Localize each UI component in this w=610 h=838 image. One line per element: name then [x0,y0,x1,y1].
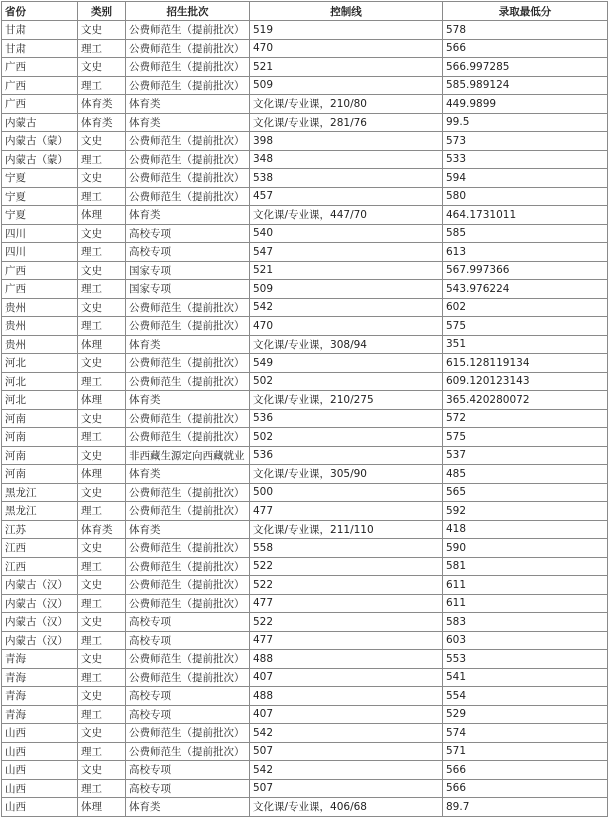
table-row [2,668,608,687]
table-row [2,261,608,280]
cell-category: 文史 [78,724,126,743]
cell-control-line: 457 [250,187,443,206]
table-row [2,372,608,391]
table-row [2,280,608,299]
cell-min-score: 365.420280072 [443,391,608,410]
cell-control-line: 536 [250,409,443,428]
cell-min-score: 566 [443,761,608,780]
cell-control-line: 507 [250,779,443,798]
cell-province: 广西 [2,280,78,299]
header-row [2,2,608,21]
cell-min-score: 575 [443,428,608,447]
cell-batch: 高校专项 [126,243,250,262]
table-row [2,502,608,521]
cell-control-line: 文化课/专业课，305/90 [250,465,443,484]
cell-batch: 公费师范生（提前批次） [126,354,250,373]
table-row [2,298,608,317]
cell-category: 文史 [78,446,126,465]
cell-category: 文史 [78,354,126,373]
cell-batch: 公费师范生（提前批次） [126,742,250,761]
cell-control-line: 522 [250,576,443,595]
cell-province: 青海 [2,705,78,724]
cell-min-score: 485 [443,465,608,484]
cell-min-score: 351 [443,335,608,354]
cell-batch: 公费师范生（提前批次） [126,502,250,521]
cell-control-line: 522 [250,613,443,632]
cell-category: 文史 [78,539,126,558]
table-row [2,317,608,336]
cell-control-line: 542 [250,761,443,780]
header-min-score: 录取最低分 [443,2,608,21]
cell-province: 内蒙古（蒙） [2,132,78,151]
cell-province: 贵州 [2,298,78,317]
cell-batch: 公费师范生（提前批次） [126,169,250,188]
cell-category: 理工 [78,187,126,206]
table-row [2,779,608,798]
cell-min-score: 566.997285 [443,58,608,77]
cell-batch: 国家专项 [126,280,250,299]
cell-control-line: 文化课/专业课，210/80 [250,95,443,114]
cell-batch: 体育类 [126,798,250,817]
cell-province: 青海 [2,668,78,687]
cell-batch: 公费师范生（提前批次） [126,150,250,169]
cell-province: 广西 [2,76,78,95]
cell-min-score: 573 [443,132,608,151]
cell-control-line: 文化课/专业课，211/110 [250,520,443,539]
cell-control-line: 521 [250,261,443,280]
cell-province: 贵州 [2,335,78,354]
cell-province: 山西 [2,779,78,798]
cell-batch: 公费师范生（提前批次） [126,58,250,77]
cell-min-score: 609.120123143 [443,372,608,391]
cell-control-line: 522 [250,557,443,576]
cell-batch: 体育类 [126,95,250,114]
cell-min-score: 533 [443,150,608,169]
cell-control-line: 507 [250,742,443,761]
cell-category: 文史 [78,687,126,706]
cell-control-line: 477 [250,631,443,650]
table-row [2,58,608,77]
table-row [2,761,608,780]
cell-category: 理工 [78,779,126,798]
cell-min-score: 613 [443,243,608,262]
cell-min-score: 553 [443,650,608,669]
cell-province: 宁夏 [2,169,78,188]
cell-province: 河南 [2,465,78,484]
cell-category: 理工 [78,594,126,613]
cell-control-line: 470 [250,317,443,336]
cell-control-line: 文化课/专业课，406/68 [250,798,443,817]
cell-control-line: 558 [250,539,443,558]
table-row [2,705,608,724]
table-row [2,428,608,447]
cell-category: 理工 [78,150,126,169]
cell-batch: 公费师范生（提前批次） [126,187,250,206]
cell-batch: 公费师范生（提前批次） [126,317,250,336]
cell-province: 甘肃 [2,21,78,40]
cell-control-line: 536 [250,446,443,465]
cell-min-score: 99.5 [443,113,608,132]
cell-province: 河南 [2,428,78,447]
cell-batch: 公费师范生（提前批次） [126,557,250,576]
cell-category: 文史 [78,169,126,188]
cell-min-score: 572 [443,409,608,428]
header-batch: 招生批次 [126,2,250,21]
table-row [2,576,608,595]
cell-control-line: 549 [250,354,443,373]
cell-category: 体育类 [78,113,126,132]
header-control-line: 控制线 [250,2,443,21]
cell-province: 青海 [2,650,78,669]
cell-control-line: 348 [250,150,443,169]
cell-category: 文史 [78,261,126,280]
cell-province: 甘肃 [2,39,78,58]
cell-category: 文史 [78,409,126,428]
cell-batch: 公费师范生（提前批次） [126,724,250,743]
cell-control-line: 488 [250,687,443,706]
cell-category: 理工 [78,317,126,336]
cell-province: 江苏 [2,520,78,539]
table-row [2,539,608,558]
cell-min-score: 594 [443,169,608,188]
cell-control-line: 文化课/专业课，447/70 [250,206,443,225]
header-province: 省份 [2,2,78,21]
cell-batch: 高校专项 [126,761,250,780]
cell-batch: 公费师范生（提前批次） [126,21,250,40]
cell-batch: 公费师范生（提前批次） [126,298,250,317]
cell-category: 理工 [78,705,126,724]
cell-province: 四川 [2,224,78,243]
table-body [2,21,608,817]
cell-province: 广西 [2,261,78,280]
cell-control-line: 文化课/专业课，210/275 [250,391,443,410]
cell-control-line: 509 [250,280,443,299]
cell-province: 山西 [2,724,78,743]
table-row [2,21,608,40]
cell-min-score: 603 [443,631,608,650]
cell-province: 山西 [2,742,78,761]
table-row [2,613,608,632]
table-row [2,409,608,428]
table-row [2,354,608,373]
cell-batch: 体育类 [126,391,250,410]
table-row [2,335,608,354]
cell-province: 内蒙古（汉） [2,594,78,613]
cell-min-score: 580 [443,187,608,206]
cell-control-line: 407 [250,668,443,687]
cell-category: 文史 [78,224,126,243]
header-category: 类别 [78,2,126,21]
cell-province: 河南 [2,446,78,465]
cell-category: 理工 [78,557,126,576]
table-row [2,206,608,225]
table-row [2,520,608,539]
cell-control-line: 502 [250,372,443,391]
cell-batch: 公费师范生（提前批次） [126,372,250,391]
cell-control-line: 407 [250,705,443,724]
cell-category: 文史 [78,298,126,317]
cell-batch: 高校专项 [126,779,250,798]
cell-province: 广西 [2,95,78,114]
table-row [2,391,608,410]
cell-min-score: 554 [443,687,608,706]
cell-min-score: 578 [443,21,608,40]
cell-min-score: 615.128119134 [443,354,608,373]
cell-control-line: 521 [250,58,443,77]
cell-province: 黑龙江 [2,502,78,521]
cell-province: 内蒙古 [2,113,78,132]
cell-province: 河南 [2,409,78,428]
cell-batch: 体育类 [126,520,250,539]
cell-province: 广西 [2,58,78,77]
cell-min-score: 585 [443,224,608,243]
cell-min-score: 592 [443,502,608,521]
table-row [2,594,608,613]
cell-category: 体育类 [78,95,126,114]
cell-batch: 体育类 [126,206,250,225]
cell-province: 贵州 [2,317,78,336]
cell-province: 山西 [2,798,78,817]
cell-province: 河北 [2,391,78,410]
cell-min-score: 611 [443,576,608,595]
cell-control-line: 519 [250,21,443,40]
cell-batch: 非西藏生源定向西藏就业 [126,446,250,465]
table-row [2,742,608,761]
cell-category: 文史 [78,21,126,40]
table-row [2,76,608,95]
cell-category: 理工 [78,372,126,391]
cell-category: 体理 [78,206,126,225]
cell-category: 文史 [78,132,126,151]
cell-min-score: 602 [443,298,608,317]
cell-control-line: 500 [250,483,443,502]
cell-category: 理工 [78,502,126,521]
cell-category: 理工 [78,631,126,650]
cell-province: 内蒙古（汉） [2,613,78,632]
cell-min-score: 464.1731011 [443,206,608,225]
table-row [2,798,608,817]
table-row [2,687,608,706]
cell-batch: 公费师范生（提前批次） [126,409,250,428]
cell-province: 内蒙古（蒙） [2,150,78,169]
cell-batch: 公费师范生（提前批次） [126,132,250,151]
cell-min-score: 581 [443,557,608,576]
cell-batch: 公费师范生（提前批次） [126,594,250,613]
cell-min-score: 537 [443,446,608,465]
cell-province: 河北 [2,354,78,373]
cell-category: 文史 [78,761,126,780]
table-row [2,631,608,650]
cell-min-score: 566 [443,779,608,798]
table-row [2,113,608,132]
cell-control-line: 542 [250,298,443,317]
admission-scores-table [1,1,608,817]
cell-min-score: 571 [443,742,608,761]
cell-category: 理工 [78,280,126,299]
cell-min-score: 583 [443,613,608,632]
cell-min-score: 574 [443,724,608,743]
cell-min-score: 543.976224 [443,280,608,299]
cell-min-score: 575 [443,317,608,336]
cell-category: 文史 [78,576,126,595]
cell-province: 江西 [2,557,78,576]
cell-min-score: 449.9899 [443,95,608,114]
cell-province: 江西 [2,539,78,558]
cell-control-line: 488 [250,650,443,669]
cell-province: 青海 [2,687,78,706]
cell-min-score: 585.989124 [443,76,608,95]
table-row [2,446,608,465]
cell-batch: 公费师范生（提前批次） [126,76,250,95]
cell-batch: 高校专项 [126,224,250,243]
cell-batch: 体育类 [126,465,250,484]
table-row [2,557,608,576]
cell-category: 理工 [78,243,126,262]
table-row [2,150,608,169]
cell-control-line: 477 [250,502,443,521]
cell-control-line: 540 [250,224,443,243]
cell-min-score: 566 [443,39,608,58]
cell-batch: 国家专项 [126,261,250,280]
table-row [2,95,608,114]
cell-batch: 公费师范生（提前批次） [126,39,250,58]
table-row [2,465,608,484]
table-row [2,224,608,243]
cell-control-line: 547 [250,243,443,262]
table-row [2,650,608,669]
cell-batch: 公费师范生（提前批次） [126,668,250,687]
cell-min-score: 418 [443,520,608,539]
cell-control-line: 538 [250,169,443,188]
cell-min-score: 529 [443,705,608,724]
cell-batch: 公费师范生（提前批次） [126,483,250,502]
cell-category: 文史 [78,483,126,502]
cell-category: 文史 [78,58,126,77]
cell-min-score: 565 [443,483,608,502]
cell-batch: 高校专项 [126,613,250,632]
cell-batch: 高校专项 [126,687,250,706]
cell-province: 内蒙古（汉） [2,631,78,650]
table-row [2,483,608,502]
cell-batch: 公费师范生（提前批次） [126,576,250,595]
table-row [2,132,608,151]
cell-category: 理工 [78,668,126,687]
cell-control-line: 542 [250,724,443,743]
cell-category: 文史 [78,613,126,632]
cell-min-score: 590 [443,539,608,558]
cell-category: 理工 [78,742,126,761]
cell-control-line: 477 [250,594,443,613]
cell-category: 理工 [78,39,126,58]
cell-category: 体理 [78,391,126,410]
table-row [2,243,608,262]
cell-category: 体育类 [78,520,126,539]
cell-category: 体理 [78,798,126,817]
cell-category: 体理 [78,465,126,484]
cell-province: 河北 [2,372,78,391]
cell-control-line: 502 [250,428,443,447]
cell-min-score: 567.997366 [443,261,608,280]
cell-control-line: 509 [250,76,443,95]
cell-category: 体理 [78,335,126,354]
table-row [2,187,608,206]
cell-batch: 高校专项 [126,705,250,724]
cell-batch: 体育类 [126,335,250,354]
cell-province: 内蒙古（汉） [2,576,78,595]
cell-control-line: 文化课/专业课，281/76 [250,113,443,132]
cell-province: 宁夏 [2,187,78,206]
cell-min-score: 89.7 [443,798,608,817]
cell-control-line: 470 [250,39,443,58]
cell-control-line: 398 [250,132,443,151]
table-row [2,724,608,743]
cell-category: 理工 [78,428,126,447]
cell-province: 黑龙江 [2,483,78,502]
cell-province: 山西 [2,761,78,780]
cell-control-line: 文化课/专业课，308/94 [250,335,443,354]
cell-min-score: 611 [443,594,608,613]
cell-batch: 高校专项 [126,631,250,650]
cell-province: 宁夏 [2,206,78,225]
cell-batch: 体育类 [126,113,250,132]
cell-province: 四川 [2,243,78,262]
cell-batch: 公费师范生（提前批次） [126,539,250,558]
cell-batch: 公费师范生（提前批次） [126,428,250,447]
cell-batch: 公费师范生（提前批次） [126,650,250,669]
table-row [2,169,608,188]
cell-min-score: 541 [443,668,608,687]
cell-category: 理工 [78,76,126,95]
cell-category: 文史 [78,650,126,669]
table-row [2,39,608,58]
